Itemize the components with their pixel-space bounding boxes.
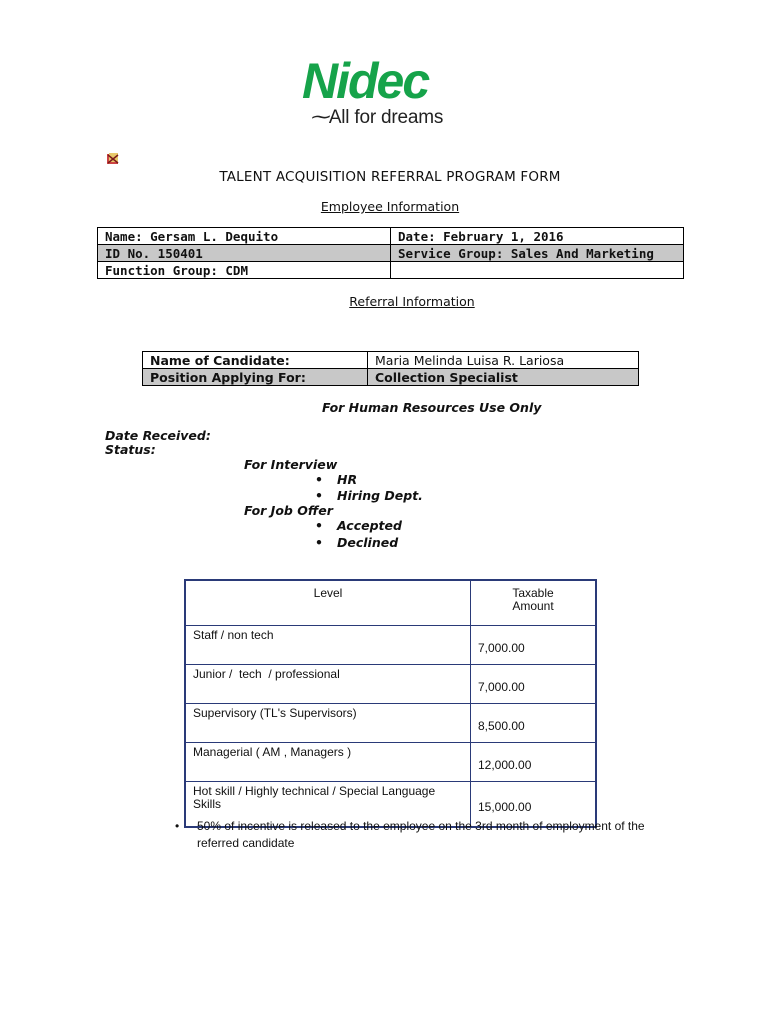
function-group: Function Group: CDM [98,262,391,279]
service-group: Service Group: Sales And Marketing [391,245,684,262]
form-title: TALENT ACQUISITION REFERRAL PROGRAM FORM [219,169,561,185]
employee-info-table [97,227,684,279]
date-received-label: Date Received: [105,428,211,443]
candidate-value: Maria Melinda Luisa R. Lariosa [368,352,639,369]
amount-cell: 12,000.00 [471,743,597,782]
level-cell: Staff / non tech [185,626,471,665]
incentive-note-text: 50% of incentive is released to the employee on the 3rd month of employment of the referred candidate [197,819,645,850]
bullet-icon: • [175,819,180,833]
interview-item-hiring-dept: Hiring Dept. [337,488,423,503]
offer-item-accepted: Accepted [337,518,402,533]
referral-info-heading: Referral Information [349,294,475,309]
employee-name: Name: Gersam L. Dequito [98,228,391,245]
candidate-label: Name of Candidate: [143,352,368,369]
empty-cell [391,262,684,279]
for-interview-label: For Interview [244,457,338,472]
nidec-wordmark-logo [300,58,480,104]
amount-header-text: Taxable Amount [512,586,554,613]
table-row [185,743,596,782]
offer-item-declined: Declined [337,535,399,550]
list-item [315,488,423,503]
list-item [315,472,358,487]
table-row [143,369,639,386]
status-label: Status: [105,442,156,457]
level-header: Level [185,580,471,626]
table-header-row [185,580,596,626]
amount-cell: 7,000.00 [471,626,597,665]
logo-tagline-text: All for dreams [328,107,444,128]
amount-cell: 7,000.00 [471,665,597,704]
amount-header [471,580,597,626]
table-row [98,245,684,262]
logo-wordmark-text: Nidec [302,58,429,104]
table-row [185,626,596,665]
hr-use-heading: For Human Resources Use Only [322,400,542,415]
list-item [315,535,399,550]
level-cell: Managerial ( AM , Managers ) [185,743,471,782]
list-item [315,518,402,533]
logo-tagline [310,106,443,129]
employee-info-heading: Employee Information [320,199,460,214]
amount-cell: 8,500.00 [471,704,597,743]
referral-info-table [142,351,639,386]
table-row [143,352,639,369]
table-row [185,704,596,743]
bullet-icon: • [315,518,323,533]
bullet-icon: • [315,488,323,503]
level-cell: Hot skill / Highly technical / Special Language Skills [185,782,471,828]
swoosh-icon: ⁓ [310,107,329,128]
table-row [185,665,596,704]
bullet-icon: • [315,535,323,550]
employee-date: Date: February 1, 2016 [391,228,684,245]
for-job-offer-label: For Job Offer [244,503,333,518]
level-cell: Junior / tech / professional [185,665,471,704]
table-row [98,262,684,279]
level-cell: Supervisory (TL's Supervisors) [185,704,471,743]
interview-item-hr: HR [337,472,358,487]
employee-id: ID No. 150401 [98,245,391,262]
company-logo [290,58,480,134]
position-value: Collection Specialist [368,369,639,386]
table-row [98,228,684,245]
position-label: Position Applying For: [143,369,368,386]
bullet-icon: • [315,472,323,487]
document-icon [106,152,120,166]
incentive-table [184,579,597,828]
amount-cell: 15,000.00 [471,782,597,828]
